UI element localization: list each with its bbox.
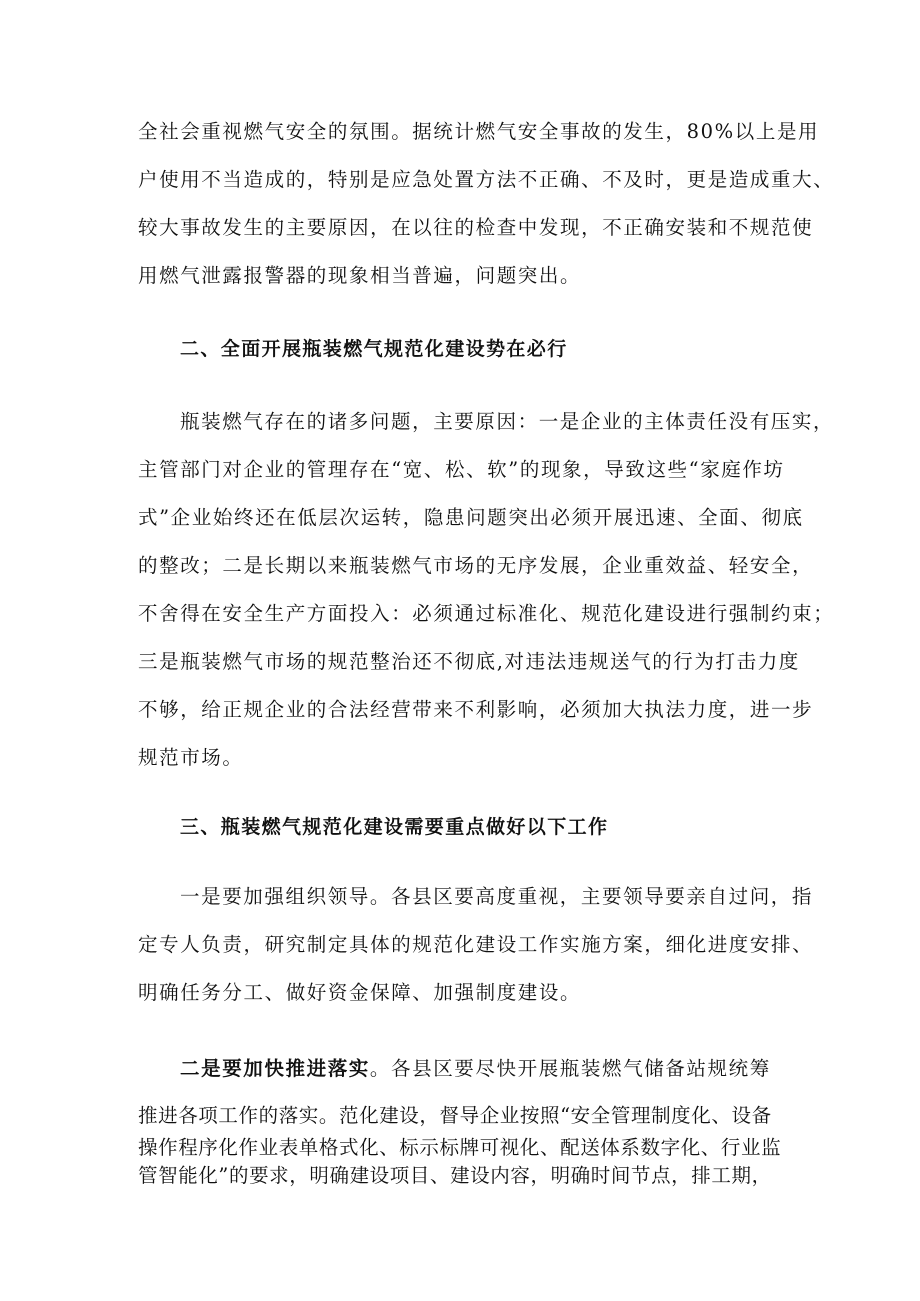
paragraph-2-line-5: 不舍得在安全生产方面投入：必须通过标准化、规范化建设进行强制约束； [138, 602, 835, 625]
paragraph-2-line-1: 瓶装燃气存在的诸多问题，主要原因：一是企业的主体责任没有压实， [180, 410, 835, 433]
paragraph-3-line-3: 明确任务分工、做好资金保障、加强制度建设。 [138, 981, 582, 1004]
paragraph-1-line-3: 较大事故发生的主要原因，在以往的检查中发现，不正确安装和不规范使 [138, 216, 814, 239]
paragraph-2-line-3: 式”企业始终还在低层次运转，隐患问题突出必须开展迅速、全面、彻底 [138, 506, 804, 529]
paragraph-2-line-4: 的整改；二是长期以来瓶装燃气市场的无序发展，企业重效益、轻安全， [138, 554, 814, 577]
paragraph-4-line-4: 管智能化”的要求，明确建设项目、建设内容，明确时间节点，排工期， [138, 1164, 772, 1187]
paragraph-4-line-1 [180, 1057, 771, 1081]
paragraph-2-line-8: 规范市场。 [138, 746, 244, 769]
paragraph-3-line-2: 定专人负责，研究制定具体的规范化建设工作实施方案，细化进度安排、 [138, 933, 814, 956]
section-heading-2: 二、全面开展瓶装燃气规范化建设势在必行 [180, 338, 568, 360]
paragraph-3-line-1: 一是要加强组织领导。各县区要高度重视，主要领导要亲自过问，指 [180, 885, 814, 908]
paragraph-1-line-2: 户使用不当造成的，特别是应急处置方法不正确、不及时，更是造成重大、 [138, 168, 835, 191]
section-heading-3: 三、瓶装燃气规范化建设需要重点做好以下工作 [180, 816, 609, 838]
paragraph-4-line-3: 操作程序化作业表单格式化、标示标牌可视化、配送体系数字化、行业监 [138, 1136, 782, 1159]
paragraph-2-line-2: 主管部门对企业的管理存在“宽、松、软”的现象，导致这些“家庭作坊 [138, 458, 785, 481]
paragraph-1-line-1: 全社会重视燃气安全的氛围。据统计燃气安全事故的发生，80%以上是用 [138, 120, 820, 143]
paragraph-4-line-2: 推进各项工作的落实。范化建设，督导企业按照“安全管理制度化、设备 [138, 1104, 772, 1127]
paragraph-4-lead-rest: 。各县区要尽快开展瓶装燃气储备站规统筹 [369, 1057, 771, 1080]
paragraph-4-lead-bold: 二是要加快推进落实 [180, 1057, 370, 1080]
paragraph-2-line-6: 三是瓶装燃气市场的规范整治还不彻底,对违法违规送气的行为打击力度 [138, 650, 800, 673]
paragraph-2-line-7: 不够，给正规企业的合法经营带来不利影响，必须加大执法力度，进一步 [138, 698, 814, 721]
paragraph-1-line-4: 用燃气泄露报警器的现象相当普遍，问题突出。 [138, 264, 582, 287]
